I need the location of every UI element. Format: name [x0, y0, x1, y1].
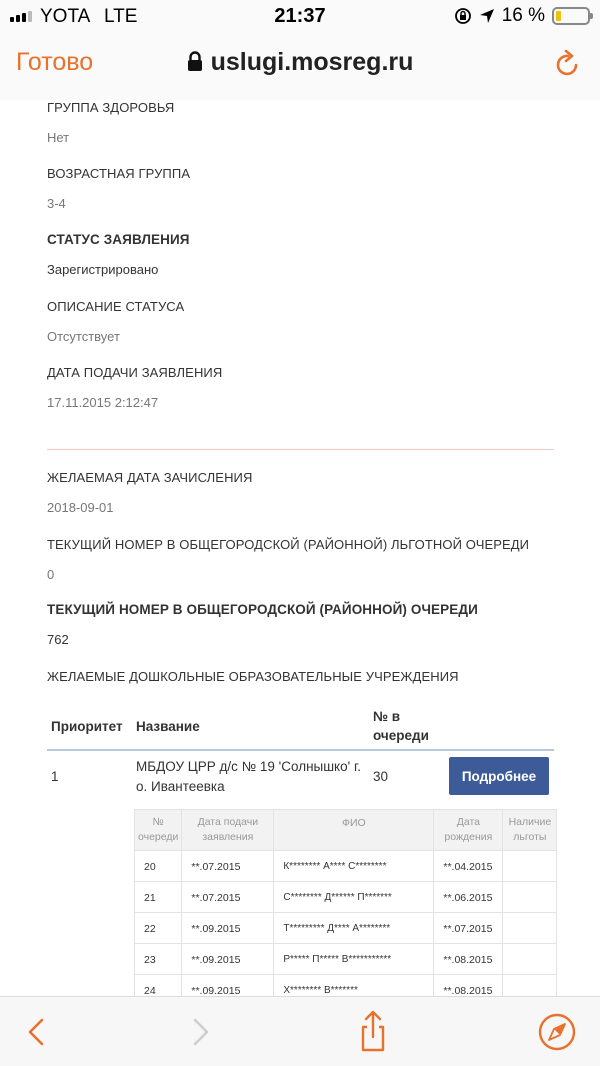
cell-queue-number: 21: [135, 882, 182, 913]
url-bar[interactable]: [0, 48, 600, 77]
institution-queue-number: 30: [373, 769, 389, 784]
cell-benefit: [503, 975, 557, 997]
health-group-field: [47, 100, 567, 145]
age-group-field: [47, 166, 567, 211]
field-label: ОПИСАНИЕ СТАТУСА: [47, 299, 185, 314]
cell-fio: С******** Д****** П*******: [274, 882, 434, 913]
desired-institutions-heading: [47, 669, 567, 684]
forward-button[interactable]: [176, 1007, 226, 1057]
cell-benefit: [503, 882, 557, 913]
reload-icon[interactable]: [554, 48, 582, 78]
field-label: ГРУППА ЗДОРОВЬЯ: [47, 100, 175, 115]
field-value: Зарегистрировано: [47, 262, 159, 277]
cell-submission-date: **.09.2015: [182, 975, 274, 997]
status-bar: [0, 0, 600, 34]
table-row: [135, 944, 557, 975]
carrier-name: YOTA: [40, 6, 91, 27]
field-value: 762: [47, 632, 69, 647]
share-icon: [348, 1007, 398, 1057]
col-queue-no-line1: № в: [373, 709, 401, 724]
cell-queue-number: 22: [135, 913, 182, 944]
field-label: ЖЕЛАЕМАЯ ДАТА ЗАЧИСЛЕНИЯ: [47, 470, 253, 485]
col-birth-date: Дата рождения: [434, 810, 503, 851]
compass-icon: [532, 1007, 582, 1057]
field-label: ДАТА ПОДАЧИ ЗАЯВЛЕНИЯ: [47, 365, 223, 380]
browser-toolbar: [0, 996, 600, 1066]
location-arrow-icon: [479, 8, 495, 24]
institutions-table-header: [47, 704, 554, 751]
rotation-lock-icon: [454, 7, 472, 25]
field-label: ЖЕЛАЕМЫЕ ДОШКОЛЬНЫЕ ОБРАЗОВАТЕЛЬНЫЕ УЧРЕЖДЕНИЯ: [47, 669, 459, 684]
done-button[interactable]: Готово: [16, 48, 94, 76]
battery-icon: [552, 7, 590, 25]
field-value: 0: [47, 567, 55, 582]
field-label: ВОЗРАСТНАЯ ГРУППА: [47, 166, 191, 181]
col-benefit: Наличие льготы: [503, 810, 557, 851]
table-row: [135, 913, 557, 944]
open-in-safari-button[interactable]: [532, 1007, 582, 1057]
table-row: [135, 975, 557, 997]
field-label: СТАТУС ЗАЯВЛЕНИЯ: [47, 232, 190, 247]
institution-priority: 1: [51, 769, 59, 784]
cell-birth-date: **.06.2015: [434, 882, 503, 913]
field-value: 17.11.2015 2:12:47: [47, 395, 159, 410]
network-type: LTE: [104, 6, 138, 27]
field-value: Отсутствует: [47, 329, 120, 344]
back-button[interactable]: [12, 1007, 62, 1057]
cell-queue-number: 24: [135, 975, 182, 997]
institution-name-line2: о. Ивантеевка: [136, 779, 225, 794]
cell-benefit: [503, 913, 557, 944]
cell-birth-date: **.07.2015: [434, 913, 503, 944]
field-label: ТЕКУЩИЙ НОМЕР В ОБЩЕГОРОДСКОЙ (РАЙОННОЙ) ОЧЕРЕДИ: [47, 602, 478, 617]
col-queue-number: № очереди: [135, 810, 182, 851]
cell-queue-number: 20: [135, 851, 182, 882]
col-fio: ФИО: [274, 810, 434, 851]
table-row: [135, 851, 557, 882]
queue-table: [134, 809, 557, 996]
cell-submission-date: **.07.2015: [182, 851, 274, 882]
desired-enrollment-date-field: [47, 470, 567, 515]
field-value: Нет: [47, 130, 70, 145]
cell-submission-date: **.09.2015: [182, 913, 274, 944]
share-button[interactable]: [348, 1007, 398, 1057]
chevron-right-icon: [176, 1007, 226, 1057]
page-content[interactable]: [0, 100, 600, 996]
battery-percent: 16 %: [501, 5, 545, 26]
col-queue-no-line2: очереди: [373, 728, 429, 743]
url-text: uslugi.mosreg.ru: [210, 48, 414, 76]
section-divider: [47, 449, 554, 450]
cell-submission-date: **.07.2015: [182, 882, 274, 913]
lock-icon: [187, 51, 203, 72]
cell-fio: Р***** П***** В***********: [274, 944, 434, 975]
institution-name-line1: МБДОУ ЦРР д/с № 19 'Солнышко' г.: [136, 759, 361, 774]
queue-table-header: [135, 810, 557, 851]
col-name: Название: [136, 719, 200, 734]
table-row: [135, 882, 557, 913]
cell-queue-number: 23: [135, 944, 182, 975]
status-description-field: [47, 299, 567, 344]
chevron-left-icon: [12, 1007, 62, 1057]
cell-benefit: [503, 851, 557, 882]
application-status-field: [47, 232, 567, 277]
submission-date-field: [47, 365, 567, 410]
cell-benefit: [503, 944, 557, 975]
browser-nav-bar: [0, 34, 600, 100]
benefit-queue-number-field: [47, 537, 567, 582]
status-indicators: [454, 5, 590, 27]
details-button[interactable]: Подробнее: [449, 757, 549, 795]
general-queue-number-field: [47, 602, 567, 647]
cell-birth-date: **.04.2015: [434, 851, 503, 882]
cell-birth-date: **.08.2015: [434, 975, 503, 997]
col-priority: Приоритет: [51, 719, 123, 734]
field-value: 3-4: [47, 196, 66, 211]
cell-fio: Т********* Д**** А********: [274, 913, 434, 944]
cell-fio: К******** А**** С********: [274, 851, 434, 882]
field-value: 2018-09-01: [47, 500, 114, 515]
cell-birth-date: **.08.2015: [434, 944, 503, 975]
cell-fio: Х******** В*******: [274, 975, 434, 997]
cell-submission-date: **.09.2015: [182, 944, 274, 975]
col-submission-date: Дата подачи заявления: [182, 810, 274, 851]
clock: 21:37: [274, 5, 326, 27]
field-label: ТЕКУЩИЙ НОМЕР В ОБЩЕГОРОДСКОЙ (РАЙОННОЙ) ЛЬГОТНОЙ ОЧЕРЕДИ: [47, 537, 530, 552]
